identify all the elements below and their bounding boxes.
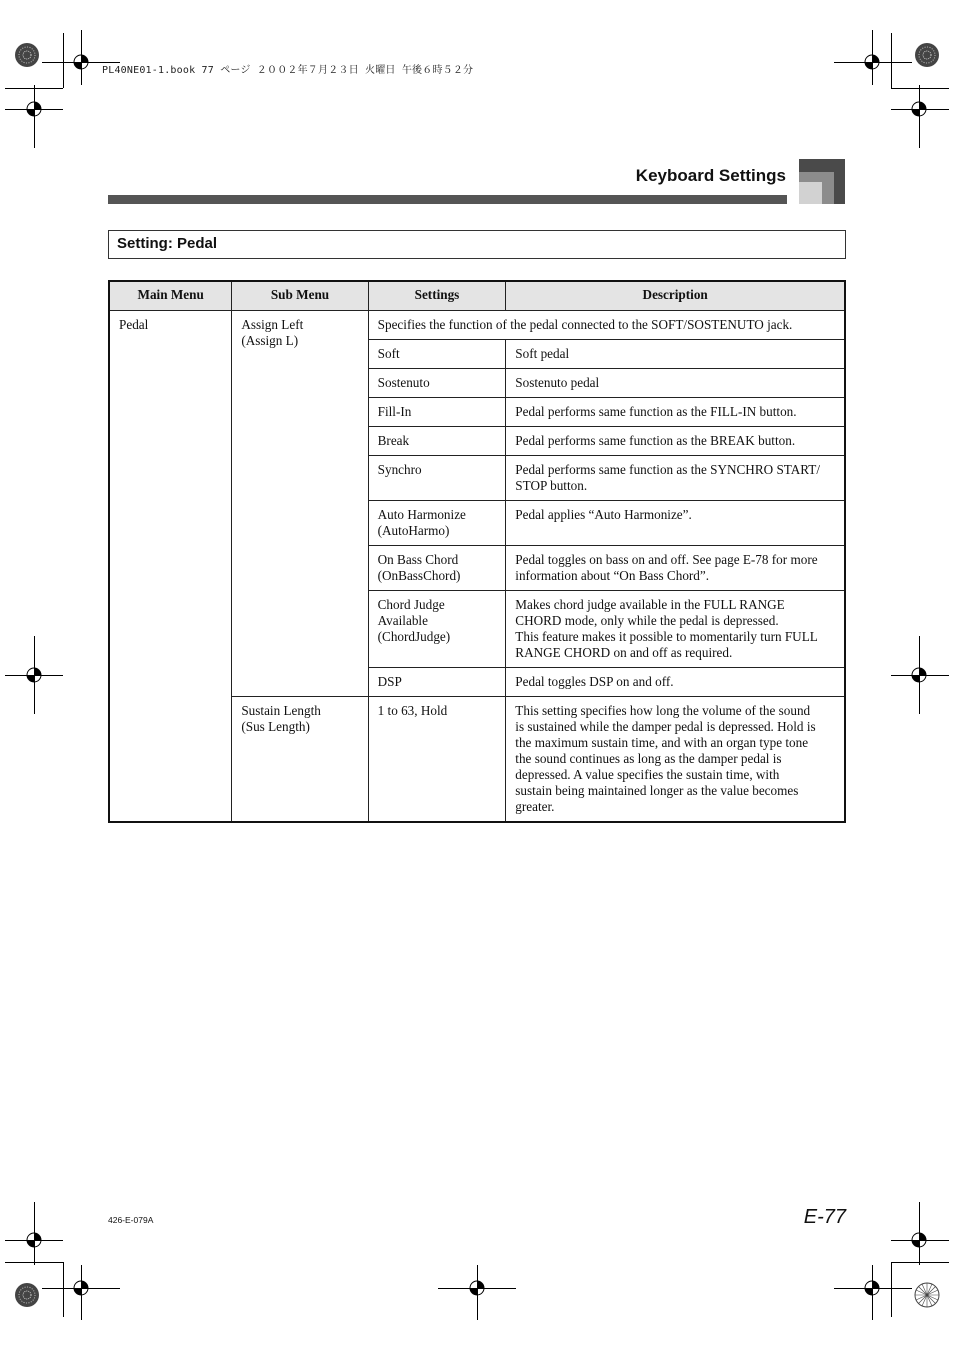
setting-cell: 1 to 63, Hold bbox=[368, 697, 506, 823]
crop-line bbox=[891, 1262, 949, 1263]
crop-line bbox=[81, 30, 82, 85]
crop-line bbox=[63, 1262, 64, 1317]
crop-line bbox=[81, 1265, 82, 1320]
crop-line bbox=[872, 30, 873, 85]
setting-cell: On Bass Chord (OnBassChord) bbox=[368, 546, 506, 591]
sub-menu-cell: Sustain Length (Sus Length) bbox=[232, 697, 368, 823]
crop-line bbox=[891, 1240, 949, 1241]
crop-line bbox=[891, 1262, 892, 1317]
setting-cell: Auto Harmonize (AutoHarmo) bbox=[368, 501, 506, 546]
setting-cell: Fill-In bbox=[368, 398, 506, 427]
description-cell: Pedal toggles DSP on and off. bbox=[506, 668, 845, 697]
column-header: Description bbox=[506, 281, 845, 311]
page-number: E-77 bbox=[803, 1206, 846, 1228]
crop-line bbox=[872, 1265, 873, 1320]
crop-line bbox=[919, 85, 920, 148]
crop-line bbox=[5, 1262, 63, 1263]
crop-line bbox=[919, 636, 920, 714]
printer-dial-mark bbox=[14, 42, 40, 68]
intro-description-cell: Specifies the function of the pedal connected to the SOFT/SOSTENUTO jack. bbox=[368, 311, 845, 340]
printer-dial-mark bbox=[914, 1282, 940, 1308]
crop-line bbox=[34, 85, 35, 148]
print-header: PL40NE01-1.book 77 ページ ２００２年７月２３日 火曜日 午後６時５２分 bbox=[102, 65, 474, 76]
section-title: Keyboard Settings bbox=[635, 166, 786, 185]
description-cell: Pedal toggles on bass on and off. See page E-78 for more information about “On Bass Chord”. bbox=[506, 546, 845, 591]
column-header: Sub Menu bbox=[232, 281, 368, 311]
settings-table bbox=[108, 280, 846, 823]
crop-line bbox=[891, 109, 949, 110]
table-row bbox=[109, 311, 845, 340]
setting-cell: DSP bbox=[368, 668, 506, 697]
table-body bbox=[109, 311, 845, 823]
setting-heading-box bbox=[108, 230, 846, 259]
main-menu-cell: Pedal bbox=[109, 311, 232, 823]
description-cell: This setting specifies how long the volume of the sound is sustained while the damper pedal is depressed. Hold is the maximum sustain time, and with an organ type tone the sound continues as long as the damper pedal is depressed. A value specifies the sustain time, with sustain being maintained longer as the value becomes greater. bbox=[506, 697, 845, 823]
crop-line bbox=[834, 62, 912, 63]
crop-line bbox=[834, 1288, 912, 1289]
description-cell: Pedal applies “Auto Harmonize”. bbox=[506, 501, 845, 546]
setting-cell: Sostenuto bbox=[368, 369, 506, 398]
column-header: Main Menu bbox=[109, 281, 232, 311]
crop-line bbox=[891, 88, 949, 89]
crop-line bbox=[477, 1265, 478, 1320]
crop-line bbox=[63, 33, 64, 88]
footer-code: 426-E-079A bbox=[108, 1215, 154, 1225]
crop-line bbox=[891, 675, 949, 676]
description-cell: Pedal performs same function as the SYNCHRO START/ STOP button. bbox=[506, 456, 845, 501]
setting-cell: Break bbox=[368, 427, 506, 456]
section-rule bbox=[108, 195, 787, 204]
description-cell: Sostenuto pedal bbox=[506, 369, 845, 398]
column-header: Settings bbox=[368, 281, 506, 311]
section-corner-block bbox=[799, 182, 822, 204]
printer-dial-mark bbox=[14, 1282, 40, 1308]
description-cell: Pedal performs same function as the BREAK button. bbox=[506, 427, 845, 456]
sub-menu-cell: Assign Left (Assign L) bbox=[232, 311, 368, 697]
description-cell: Pedal performs same function as the FILL-IN button. bbox=[506, 398, 845, 427]
crop-line bbox=[891, 33, 892, 88]
setting-cell: Synchro bbox=[368, 456, 506, 501]
description-cell: Soft pedal bbox=[506, 340, 845, 369]
table-header-row bbox=[109, 281, 845, 311]
crop-line bbox=[34, 1202, 35, 1265]
setting-cell: Chord Judge Available (ChordJudge) bbox=[368, 591, 506, 668]
setting-heading: Setting: Pedal bbox=[117, 235, 218, 252]
crop-line bbox=[919, 1202, 920, 1265]
setting-cell: Soft bbox=[368, 340, 506, 369]
description-cell: Makes chord judge available in the FULL RANGE CHORD mode, only while the pedal is depressed. This feature makes it possible to momentarily turn FULL RANGE CHORD on and off as required. bbox=[506, 591, 845, 668]
printer-dial-mark bbox=[914, 42, 940, 68]
crop-line bbox=[34, 636, 35, 714]
